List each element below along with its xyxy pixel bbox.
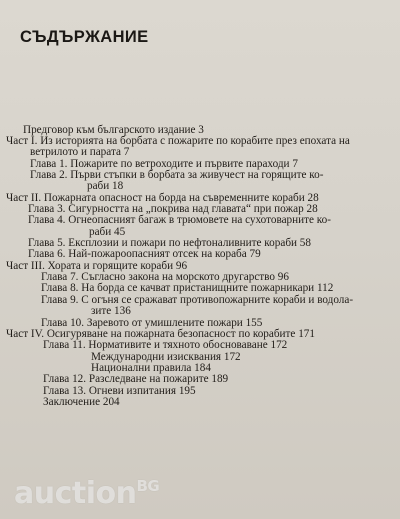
page-title: СЪДЪРЖАНИЕ <box>20 28 149 46</box>
toc-entry: раби 18 <box>87 180 124 192</box>
watermark-suffix: BG <box>136 477 160 495</box>
toc-entry: Глава 5. Експлозии и пожари по нефтоналивните кораби 58 <box>28 237 311 249</box>
toc-entry: Глава 6. Най-пожароопасният отсек на кораба 79 <box>28 248 261 260</box>
toc-entry: Глава 2. Първи стъпки в борбата за живучест на горящите ко- <box>30 169 324 181</box>
toc-entry: Глава 3. Сигурността на „покрива над главата“ при пожар 28 <box>28 203 318 215</box>
toc-entry: Глава 8. На борда се качват пристанищните пожарникари 112 <box>41 282 334 294</box>
toc-entry: Глава 9. С огъня се сражават противопожарните кораби и водола- <box>41 294 354 306</box>
toc-entry: Част III. Хората и горящите кораби 96 <box>6 260 188 272</box>
toc-entry: Част II. Пожарната опасност на борда на съвременните кораби 28 <box>6 192 319 204</box>
toc-entry: Глава 1. Пожарите по ветроходите и първите параходи 7 <box>30 158 298 170</box>
toc-entry: Глава 10. Заревото от умишлените пожари 155 <box>41 317 263 329</box>
toc-entry: Глава 7. Съгласно закона на морското другарство 96 <box>41 271 289 283</box>
toc-entry: Глава 11. Нормативите и тяхното обосноваване 172 <box>43 339 288 351</box>
watermark-text: auction <box>14 476 137 511</box>
toc-entry: ветрилото и парата 7 <box>30 146 130 158</box>
toc-entry: Национални правила 184 <box>91 362 211 374</box>
auction-watermark <box>14 476 159 511</box>
toc-entry: Заключение 204 <box>43 396 120 408</box>
toc-entry: Международни изисквания 172 <box>91 351 241 363</box>
toc-entry: Глава 12. Разследване на пожарите 189 <box>43 373 229 385</box>
toc-entry: Глава 4. Огнеопасният багаж в трюмовете на сухотоварните ко- <box>28 214 331 226</box>
toc-entry: Предговор към българското издание 3 <box>23 124 204 136</box>
toc-entry: Част IV. Осигуряване на пожарната безопасност по корабите 171 <box>6 328 315 340</box>
toc-entry: раби 45 <box>89 226 126 238</box>
toc-entry: Глава 13. Огневи изпитания 195 <box>43 385 196 397</box>
toc-entry: Част I. Из историята на борбата с пожарите по корабите през епохата на <box>6 135 350 147</box>
toc-entry: зите 136 <box>91 305 131 317</box>
